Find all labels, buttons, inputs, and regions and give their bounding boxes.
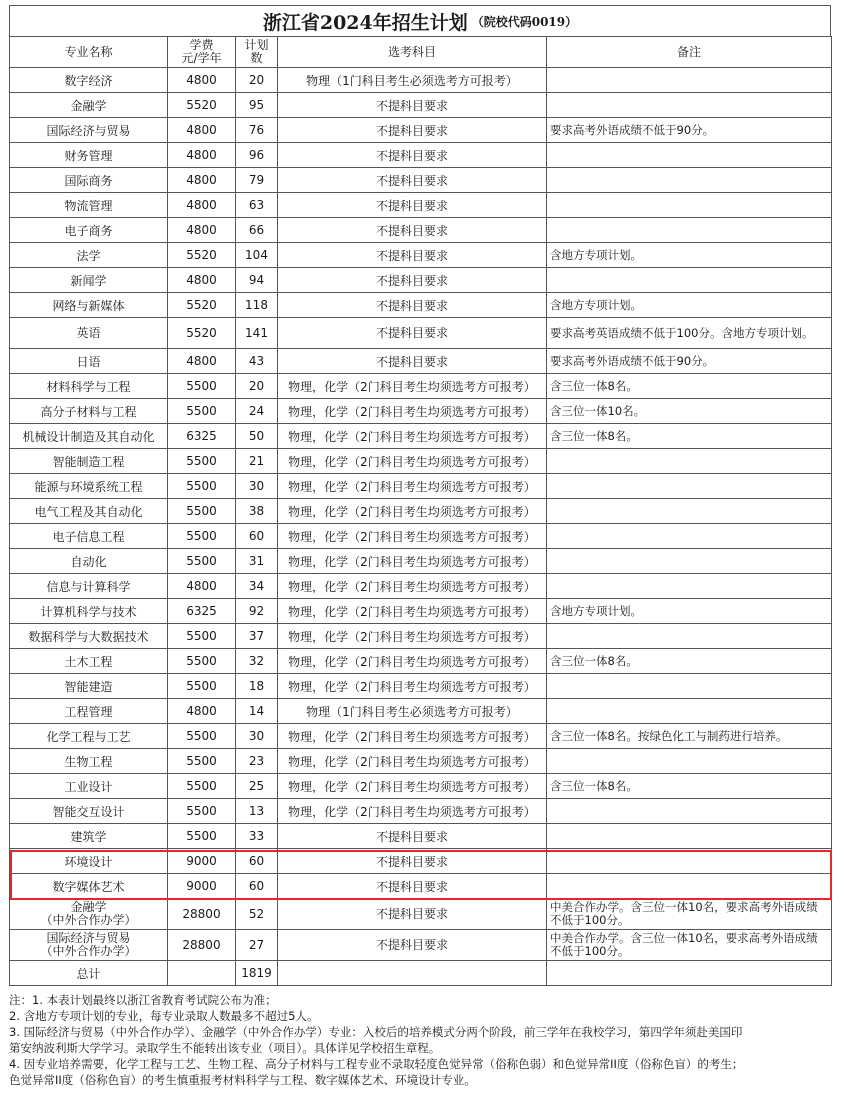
cell-note: 含三位一体8名。 xyxy=(547,649,832,674)
cell-subjects: 不提科目要求 xyxy=(278,874,547,899)
total-plan: 1819 xyxy=(236,961,278,986)
table-row xyxy=(10,699,832,724)
cell-major: 新闻学 xyxy=(10,268,168,293)
table-row xyxy=(10,774,832,799)
cell-note xyxy=(547,93,832,118)
cell-plan: 21 xyxy=(236,449,278,474)
cell-plan: 60 xyxy=(236,874,278,899)
cell-fee: 5500 xyxy=(168,649,236,674)
cell-note xyxy=(547,874,832,899)
cell-major: 信息与计算科学 xyxy=(10,574,168,599)
total-fee xyxy=(168,961,236,986)
cell-fee: 5500 xyxy=(168,674,236,699)
cell-subjects: 物理（1门科目考生必须选考方可报考） xyxy=(278,68,547,93)
cell-fee: 5500 xyxy=(168,549,236,574)
page-title: 浙江省2024年招生计划 xyxy=(262,11,468,34)
cell-fee: 6325 xyxy=(168,599,236,624)
cell-plan: 104 xyxy=(236,243,278,268)
table-row xyxy=(10,318,832,349)
cell-subjects: 物理，化学（2门科目考生均须选考方可报考） xyxy=(278,774,547,799)
cell-major: 日语 xyxy=(10,349,168,374)
table-row xyxy=(10,899,832,930)
table-row xyxy=(10,268,832,293)
cell-note xyxy=(547,699,832,724)
footnote-line: 4. 因专业培养需要，化学工程与工艺、生物工程、高分子材料与工程专业不录取轻度色觉异常（俗称色弱）和色觉异常II度（俗称色盲）的考生； xyxy=(9,1057,744,1071)
cell-plan: 52 xyxy=(236,899,278,930)
cell-plan: 24 xyxy=(236,399,278,424)
footnote-line: 第安纳波利斯大学学习。录取学生不能转出该专业（项目）。具体详见学校招生章程。 xyxy=(9,1041,441,1055)
cell-fee: 4800 xyxy=(168,268,236,293)
cell-major: 法学 xyxy=(10,243,168,268)
cell-fee: 6325 xyxy=(168,424,236,449)
table-row xyxy=(10,193,832,218)
admission-plan-sheet xyxy=(9,5,831,986)
cell-plan: 18 xyxy=(236,674,278,699)
cell-fee: 5500 xyxy=(168,399,236,424)
table-row xyxy=(10,749,832,774)
cell-note: 含地方专项计划。 xyxy=(547,599,832,624)
table-row xyxy=(10,168,832,193)
table-row xyxy=(10,824,832,849)
table-row xyxy=(10,624,832,649)
table-row xyxy=(10,724,832,749)
cell-fee: 4800 xyxy=(168,193,236,218)
header-note: 备注 xyxy=(547,37,832,68)
cell-note: 含地方专项计划。 xyxy=(547,293,832,318)
cell-subjects: 物理，化学（2门科目考生均须选考方可报考） xyxy=(278,724,547,749)
cell-major: 计算机科学与技术 xyxy=(10,599,168,624)
cell-plan: 76 xyxy=(236,118,278,143)
total-label: 总计 xyxy=(10,961,168,986)
table-row xyxy=(10,649,832,674)
cell-note xyxy=(547,849,832,874)
cell-subjects: 物理，化学（2门科目考生均须选考方可报考） xyxy=(278,749,547,774)
table-row xyxy=(10,143,832,168)
cell-plan: 31 xyxy=(236,549,278,574)
table-row xyxy=(10,474,832,499)
cell-fee: 5520 xyxy=(168,293,236,318)
cell-note: 中美合作办学。含三位一体10名，要求高考外语成绩不低于100分。 xyxy=(547,930,832,961)
cell-major: 智能交互设计 xyxy=(10,799,168,824)
table-row xyxy=(10,674,832,699)
cell-fee: 9000 xyxy=(168,874,236,899)
cell-subjects: 不提科目要求 xyxy=(278,899,547,930)
cell-note xyxy=(547,143,832,168)
cell-major: 财务管理 xyxy=(10,143,168,168)
cell-note: 含地方专项计划。 xyxy=(547,243,832,268)
cell-note xyxy=(547,549,832,574)
cell-plan: 38 xyxy=(236,499,278,524)
cell-subjects: 物理（1门科目考生必须选考方可报考） xyxy=(278,699,547,724)
cell-subjects: 不提科目要求 xyxy=(278,143,547,168)
cell-major: 国际经济与贸易 （中外合作办学） xyxy=(10,930,168,961)
table-row xyxy=(10,799,832,824)
cell-note: 要求高考外语成绩不低于90分。 xyxy=(547,118,832,143)
footnote-line: 注：1. 本表计划最终以浙江省教育考试院公布为准； xyxy=(9,993,277,1007)
cell-major: 数据科学与大数据技术 xyxy=(10,624,168,649)
cell-plan: 32 xyxy=(236,649,278,674)
cell-plan: 13 xyxy=(236,799,278,824)
cell-fee: 5500 xyxy=(168,824,236,849)
cell-subjects: 不提科目要求 xyxy=(278,849,547,874)
cell-plan: 50 xyxy=(236,424,278,449)
cell-plan: 118 xyxy=(236,293,278,318)
footnote-line: 3. 国际经济与贸易（中外合作办学）、金融学（中外合作办学）专业：入校后的培养模式分两个阶段，前三学年在我校学习，第四学年须赴美国印 xyxy=(9,1025,743,1039)
cell-plan: 141 xyxy=(236,318,278,349)
cell-subjects: 物理，化学（2门科目考生均须选考方可报考） xyxy=(278,574,547,599)
cell-note xyxy=(547,749,832,774)
cell-major: 数字经济 xyxy=(10,68,168,93)
table-row xyxy=(10,424,832,449)
plan-table xyxy=(9,36,832,986)
cell-subjects: 不提科目要求 xyxy=(278,930,547,961)
cell-note xyxy=(547,499,832,524)
cell-subjects: 物理，化学（2门科目考生均须选考方可报考） xyxy=(278,474,547,499)
cell-note: 含三位一体8名。 xyxy=(547,774,832,799)
cell-subjects: 物理，化学（2门科目考生均须选考方可报考） xyxy=(278,449,547,474)
cell-note xyxy=(547,524,832,549)
cell-major: 土木工程 xyxy=(10,649,168,674)
cell-plan: 23 xyxy=(236,749,278,774)
cell-fee: 4800 xyxy=(168,699,236,724)
cell-plan: 43 xyxy=(236,349,278,374)
cell-fee: 5500 xyxy=(168,624,236,649)
cell-plan: 33 xyxy=(236,824,278,849)
cell-major: 金融学 （中外合作办学） xyxy=(10,899,168,930)
cell-major: 电子信息工程 xyxy=(10,524,168,549)
cell-plan: 95 xyxy=(236,93,278,118)
cell-fee: 4800 xyxy=(168,218,236,243)
cell-plan: 79 xyxy=(236,168,278,193)
footnote-line: 2. 含地方专项计划的专业，每专业录取人数最多不超过5人。 xyxy=(9,1009,319,1023)
cell-note: 中美合作办学。含三位一体10名，要求高考外语成绩不低于100分。 xyxy=(547,899,832,930)
header-fee: 学费 元/学年 xyxy=(168,37,236,68)
cell-subjects: 物理，化学（2门科目考生均须选考方可报考） xyxy=(278,549,547,574)
header-subjects: 选考科目 xyxy=(278,37,547,68)
cell-subjects: 不提科目要求 xyxy=(278,824,547,849)
cell-plan: 60 xyxy=(236,524,278,549)
total-subjects xyxy=(278,961,547,986)
cell-major: 智能建造 xyxy=(10,674,168,699)
cell-fee: 4800 xyxy=(168,574,236,599)
cell-major: 国际商务 xyxy=(10,168,168,193)
cell-major: 机械设计制造及其自动化 xyxy=(10,424,168,449)
cell-major: 工程管理 xyxy=(10,699,168,724)
cell-fee: 5500 xyxy=(168,449,236,474)
cell-fee: 28800 xyxy=(168,899,236,930)
table-row xyxy=(10,930,832,961)
cell-major: 工业设计 xyxy=(10,774,168,799)
institution-code: （院校代码0019） xyxy=(471,14,578,29)
cell-subjects: 不提科目要求 xyxy=(278,268,547,293)
table-row xyxy=(10,449,832,474)
cell-major: 国际经济与贸易 xyxy=(10,118,168,143)
cell-subjects: 不提科目要求 xyxy=(278,218,547,243)
cell-note xyxy=(547,674,832,699)
cell-note xyxy=(547,799,832,824)
cell-major: 物流管理 xyxy=(10,193,168,218)
cell-subjects: 不提科目要求 xyxy=(278,349,547,374)
table-row xyxy=(10,68,832,93)
cell-major: 智能制造工程 xyxy=(10,449,168,474)
cell-major: 高分子材料与工程 xyxy=(10,399,168,424)
cell-major: 自动化 xyxy=(10,549,168,574)
footnote-line: 色觉异常II度（俗称色盲）的考生慎重报考材料科学与工程、数字媒体艺术、环境设计专业。 xyxy=(9,1073,476,1087)
cell-note xyxy=(547,624,832,649)
cell-plan: 30 xyxy=(236,724,278,749)
cell-major: 电子商务 xyxy=(10,218,168,243)
cell-fee: 5520 xyxy=(168,318,236,349)
cell-fee: 5520 xyxy=(168,93,236,118)
cell-note: 含三位一体8名。 xyxy=(547,374,832,399)
cell-plan: 66 xyxy=(236,218,278,243)
footnotes xyxy=(9,992,835,1088)
table-row xyxy=(10,399,832,424)
table-row xyxy=(10,524,832,549)
cell-plan: 14 xyxy=(236,699,278,724)
cell-major: 生物工程 xyxy=(10,749,168,774)
table-row xyxy=(10,243,832,268)
table-row xyxy=(10,218,832,243)
cell-subjects: 物理，化学（2门科目考生均须选考方可报考） xyxy=(278,624,547,649)
cell-subjects: 物理，化学（2门科目考生均须选考方可报考） xyxy=(278,599,547,624)
cell-major: 能源与环境系统工程 xyxy=(10,474,168,499)
cell-fee: 4800 xyxy=(168,349,236,374)
cell-plan: 30 xyxy=(236,474,278,499)
cell-note: 含三位一体10名。 xyxy=(547,399,832,424)
title-bar xyxy=(9,5,831,36)
cell-fee: 5500 xyxy=(168,724,236,749)
cell-major: 数字媒体艺术 xyxy=(10,874,168,899)
cell-subjects: 不提科目要求 xyxy=(278,193,547,218)
cell-note: 含三位一体8名。 xyxy=(547,424,832,449)
cell-note: 含三位一体8名。按绿色化工与制药进行培养。 xyxy=(547,724,832,749)
cell-plan: 92 xyxy=(236,599,278,624)
cell-plan: 27 xyxy=(236,930,278,961)
header-major: 专业名称 xyxy=(10,37,168,68)
cell-subjects: 物理，化学（2门科目考生均须选考方可报考） xyxy=(278,649,547,674)
cell-major: 金融学 xyxy=(10,93,168,118)
cell-subjects: 物理，化学（2门科目考生均须选考方可报考） xyxy=(278,424,547,449)
cell-note xyxy=(547,449,832,474)
cell-subjects: 物理，化学（2门科目考生均须选考方可报考） xyxy=(278,499,547,524)
cell-subjects: 不提科目要求 xyxy=(278,318,547,349)
table-row xyxy=(10,599,832,624)
cell-major: 化学工程与工艺 xyxy=(10,724,168,749)
cell-fee: 4800 xyxy=(168,143,236,168)
cell-note: 要求高考外语成绩不低于90分。 xyxy=(547,349,832,374)
cell-major: 建筑学 xyxy=(10,824,168,849)
cell-subjects: 不提科目要求 xyxy=(278,293,547,318)
cell-plan: 60 xyxy=(236,849,278,874)
cell-fee: 4800 xyxy=(168,118,236,143)
cell-fee: 5500 xyxy=(168,799,236,824)
table-row xyxy=(10,574,832,599)
cell-note xyxy=(547,574,832,599)
cell-fee: 5500 xyxy=(168,499,236,524)
cell-subjects: 物理，化学（2门科目考生均须选考方可报考） xyxy=(278,799,547,824)
cell-plan: 63 xyxy=(236,193,278,218)
cell-plan: 94 xyxy=(236,268,278,293)
cell-fee: 5500 xyxy=(168,749,236,774)
cell-major: 材料科学与工程 xyxy=(10,374,168,399)
cell-note xyxy=(547,474,832,499)
cell-note: 要求高考英语成绩不低于100分。含地方专项计划。 xyxy=(547,318,832,349)
cell-subjects: 不提科目要求 xyxy=(278,168,547,193)
cell-note xyxy=(547,218,832,243)
cell-note xyxy=(547,168,832,193)
cell-note xyxy=(547,193,832,218)
cell-plan: 96 xyxy=(236,143,278,168)
table-row xyxy=(10,349,832,374)
cell-subjects: 物理，化学（2门科目考生均须选考方可报考） xyxy=(278,374,547,399)
table-row xyxy=(10,293,832,318)
cell-major: 电气工程及其自动化 xyxy=(10,499,168,524)
cell-subjects: 不提科目要求 xyxy=(278,118,547,143)
header-plan: 计划 数 xyxy=(236,37,278,68)
cell-fee: 5500 xyxy=(168,474,236,499)
cell-plan: 20 xyxy=(236,374,278,399)
cell-fee: 9000 xyxy=(168,849,236,874)
cell-major: 环境设计 xyxy=(10,849,168,874)
cell-fee: 4800 xyxy=(168,168,236,193)
cell-subjects: 不提科目要求 xyxy=(278,243,547,268)
cell-plan: 34 xyxy=(236,574,278,599)
cell-plan: 20 xyxy=(236,68,278,93)
cell-subjects: 物理，化学（2门科目考生均须选考方可报考） xyxy=(278,399,547,424)
cell-note xyxy=(547,268,832,293)
table-row xyxy=(10,549,832,574)
cell-fee: 5500 xyxy=(168,774,236,799)
cell-subjects: 不提科目要求 xyxy=(278,93,547,118)
cell-fee: 28800 xyxy=(168,930,236,961)
table-row xyxy=(10,93,832,118)
cell-fee: 4800 xyxy=(168,68,236,93)
table-row xyxy=(10,874,832,899)
cell-major: 网络与新媒体 xyxy=(10,293,168,318)
table-row xyxy=(10,849,832,874)
cell-major: 英语 xyxy=(10,318,168,349)
table-row xyxy=(10,499,832,524)
cell-fee: 5500 xyxy=(168,524,236,549)
table-row xyxy=(10,118,832,143)
cell-plan: 25 xyxy=(236,774,278,799)
table-row xyxy=(10,374,832,399)
cell-subjects: 物理，化学（2门科目考生均须选考方可报考） xyxy=(278,674,547,699)
cell-fee: 5520 xyxy=(168,243,236,268)
cell-plan: 37 xyxy=(236,624,278,649)
total-note xyxy=(547,961,832,986)
cell-subjects: 物理，化学（2门科目考生均须选考方可报考） xyxy=(278,524,547,549)
cell-fee: 5500 xyxy=(168,374,236,399)
cell-note xyxy=(547,824,832,849)
cell-note xyxy=(547,68,832,93)
